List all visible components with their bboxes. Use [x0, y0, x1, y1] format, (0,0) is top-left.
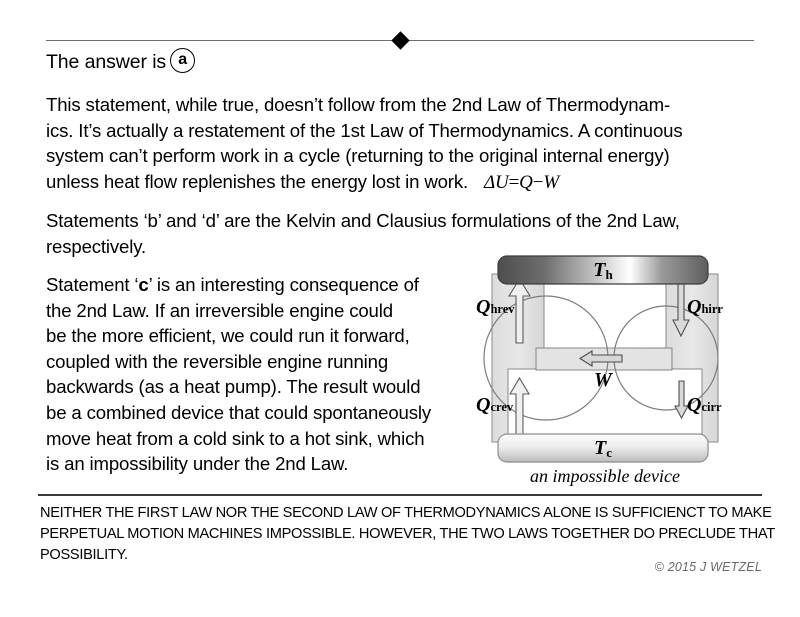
work-label: W [594, 369, 612, 391]
q-cirr-subscript: cirr [701, 400, 722, 414]
para3-line1-post: ’ is an interesting consequence of [148, 274, 419, 295]
hot-reservoir-label [498, 256, 708, 284]
answer-line [46, 48, 195, 75]
copyright-notice: © 2015 J WETZEL [654, 560, 762, 574]
answer-prefix-label: The answer is [46, 50, 167, 73]
equation-delta-u: ΔU [484, 171, 509, 193]
equation-first-law [484, 171, 559, 192]
para2-line1: Statements ‘b’ and ‘d’ are the Kelvin and Clausius formulations of the 2nd Law, [46, 210, 680, 231]
hot-reservoir-symbol: T [593, 258, 606, 281]
diamond-icon [391, 31, 409, 49]
para3-line7: move heat from a cold sink to a hot sink, which [46, 427, 425, 449]
statement-c-letter: c [138, 274, 149, 295]
para3-line5: backwards (as a heat pump). The result would [46, 376, 421, 398]
footer-line-1: NEITHER THE FIRST LAW NOR THE SECOND LAW OF THERMODYNAMICS ALONE IS SUFFICIENCT TO MAKE [40, 505, 772, 521]
q-hrev-symbol: Q [476, 296, 491, 318]
q-hrev-subscript: hrev [490, 302, 515, 316]
q-hirr-symbol: Q [687, 296, 702, 318]
equation-equals: = [508, 171, 520, 193]
para3-line8: is an impossibility under the 2nd Law. [46, 453, 349, 475]
para3-line1 [46, 272, 466, 298]
answer-letter-badge: a [170, 48, 195, 73]
para3-line6: be a combined device that could spontaneously [46, 401, 432, 423]
para3-line3: be the more efficient, we could run it forward, [46, 325, 410, 347]
cold-reservoir-symbol: T [594, 436, 607, 459]
paragraph-statement-c [46, 272, 466, 477]
q-cirr-symbol: Q [687, 394, 702, 416]
para1-line4-text: unless heat flow replenishes the energy lost in work. [46, 170, 469, 192]
q-hot-irreversible-label [687, 296, 723, 319]
para1-line3: system can’t perform work in a cycle (returning to the original internal energy) [46, 145, 670, 167]
para3-line4: coupled with the reversible engine running [46, 350, 389, 372]
equation-minus: − [532, 171, 544, 193]
paragraph-first-law [46, 92, 758, 195]
impossible-device-diagram [470, 248, 770, 493]
equation-q: Q [519, 171, 533, 193]
para1-line4 [46, 169, 758, 196]
footer-line-2: PERPETUAL MOTION MACHINES IMPOSSIBLE. HOWEVER, THE TWO LAWS TOGETHER DO PRECLUDE THAT [40, 526, 775, 542]
para1-line1: This statement, while true, doesn’t follow from the 2nd Law of Thermodynam- [46, 94, 670, 115]
q-hot-reversible-label [476, 296, 515, 319]
q-cold-irreversible-label [687, 394, 722, 417]
footer-summary [40, 503, 775, 566]
top-divider [46, 34, 754, 48]
cold-reservoir-subscript: c [606, 445, 612, 460]
footer-line-3: POSSIBILITY. [40, 547, 128, 563]
para2-line2: respectively. [46, 235, 147, 257]
cold-reservoir-label [498, 434, 708, 462]
q-hirr-subscript: hirr [701, 302, 723, 316]
q-cold-reversible-label [476, 394, 513, 417]
q-crev-subscript: crev [490, 400, 514, 414]
para3-line2: the 2nd Law. If an irreversible engine could [46, 299, 393, 321]
hot-reservoir-subscript: h [605, 267, 613, 282]
diagram-caption: an impossible device [530, 466, 680, 486]
para1-line2: ics. It’s actually a restatement of the 1st Law of Thermodynamics. A continuous [46, 119, 683, 141]
bottom-divider-line [38, 494, 762, 496]
para3-line1-pre: Statement ‘ [46, 274, 139, 295]
equation-w: W [543, 171, 560, 193]
q-crev-symbol: Q [476, 394, 491, 416]
